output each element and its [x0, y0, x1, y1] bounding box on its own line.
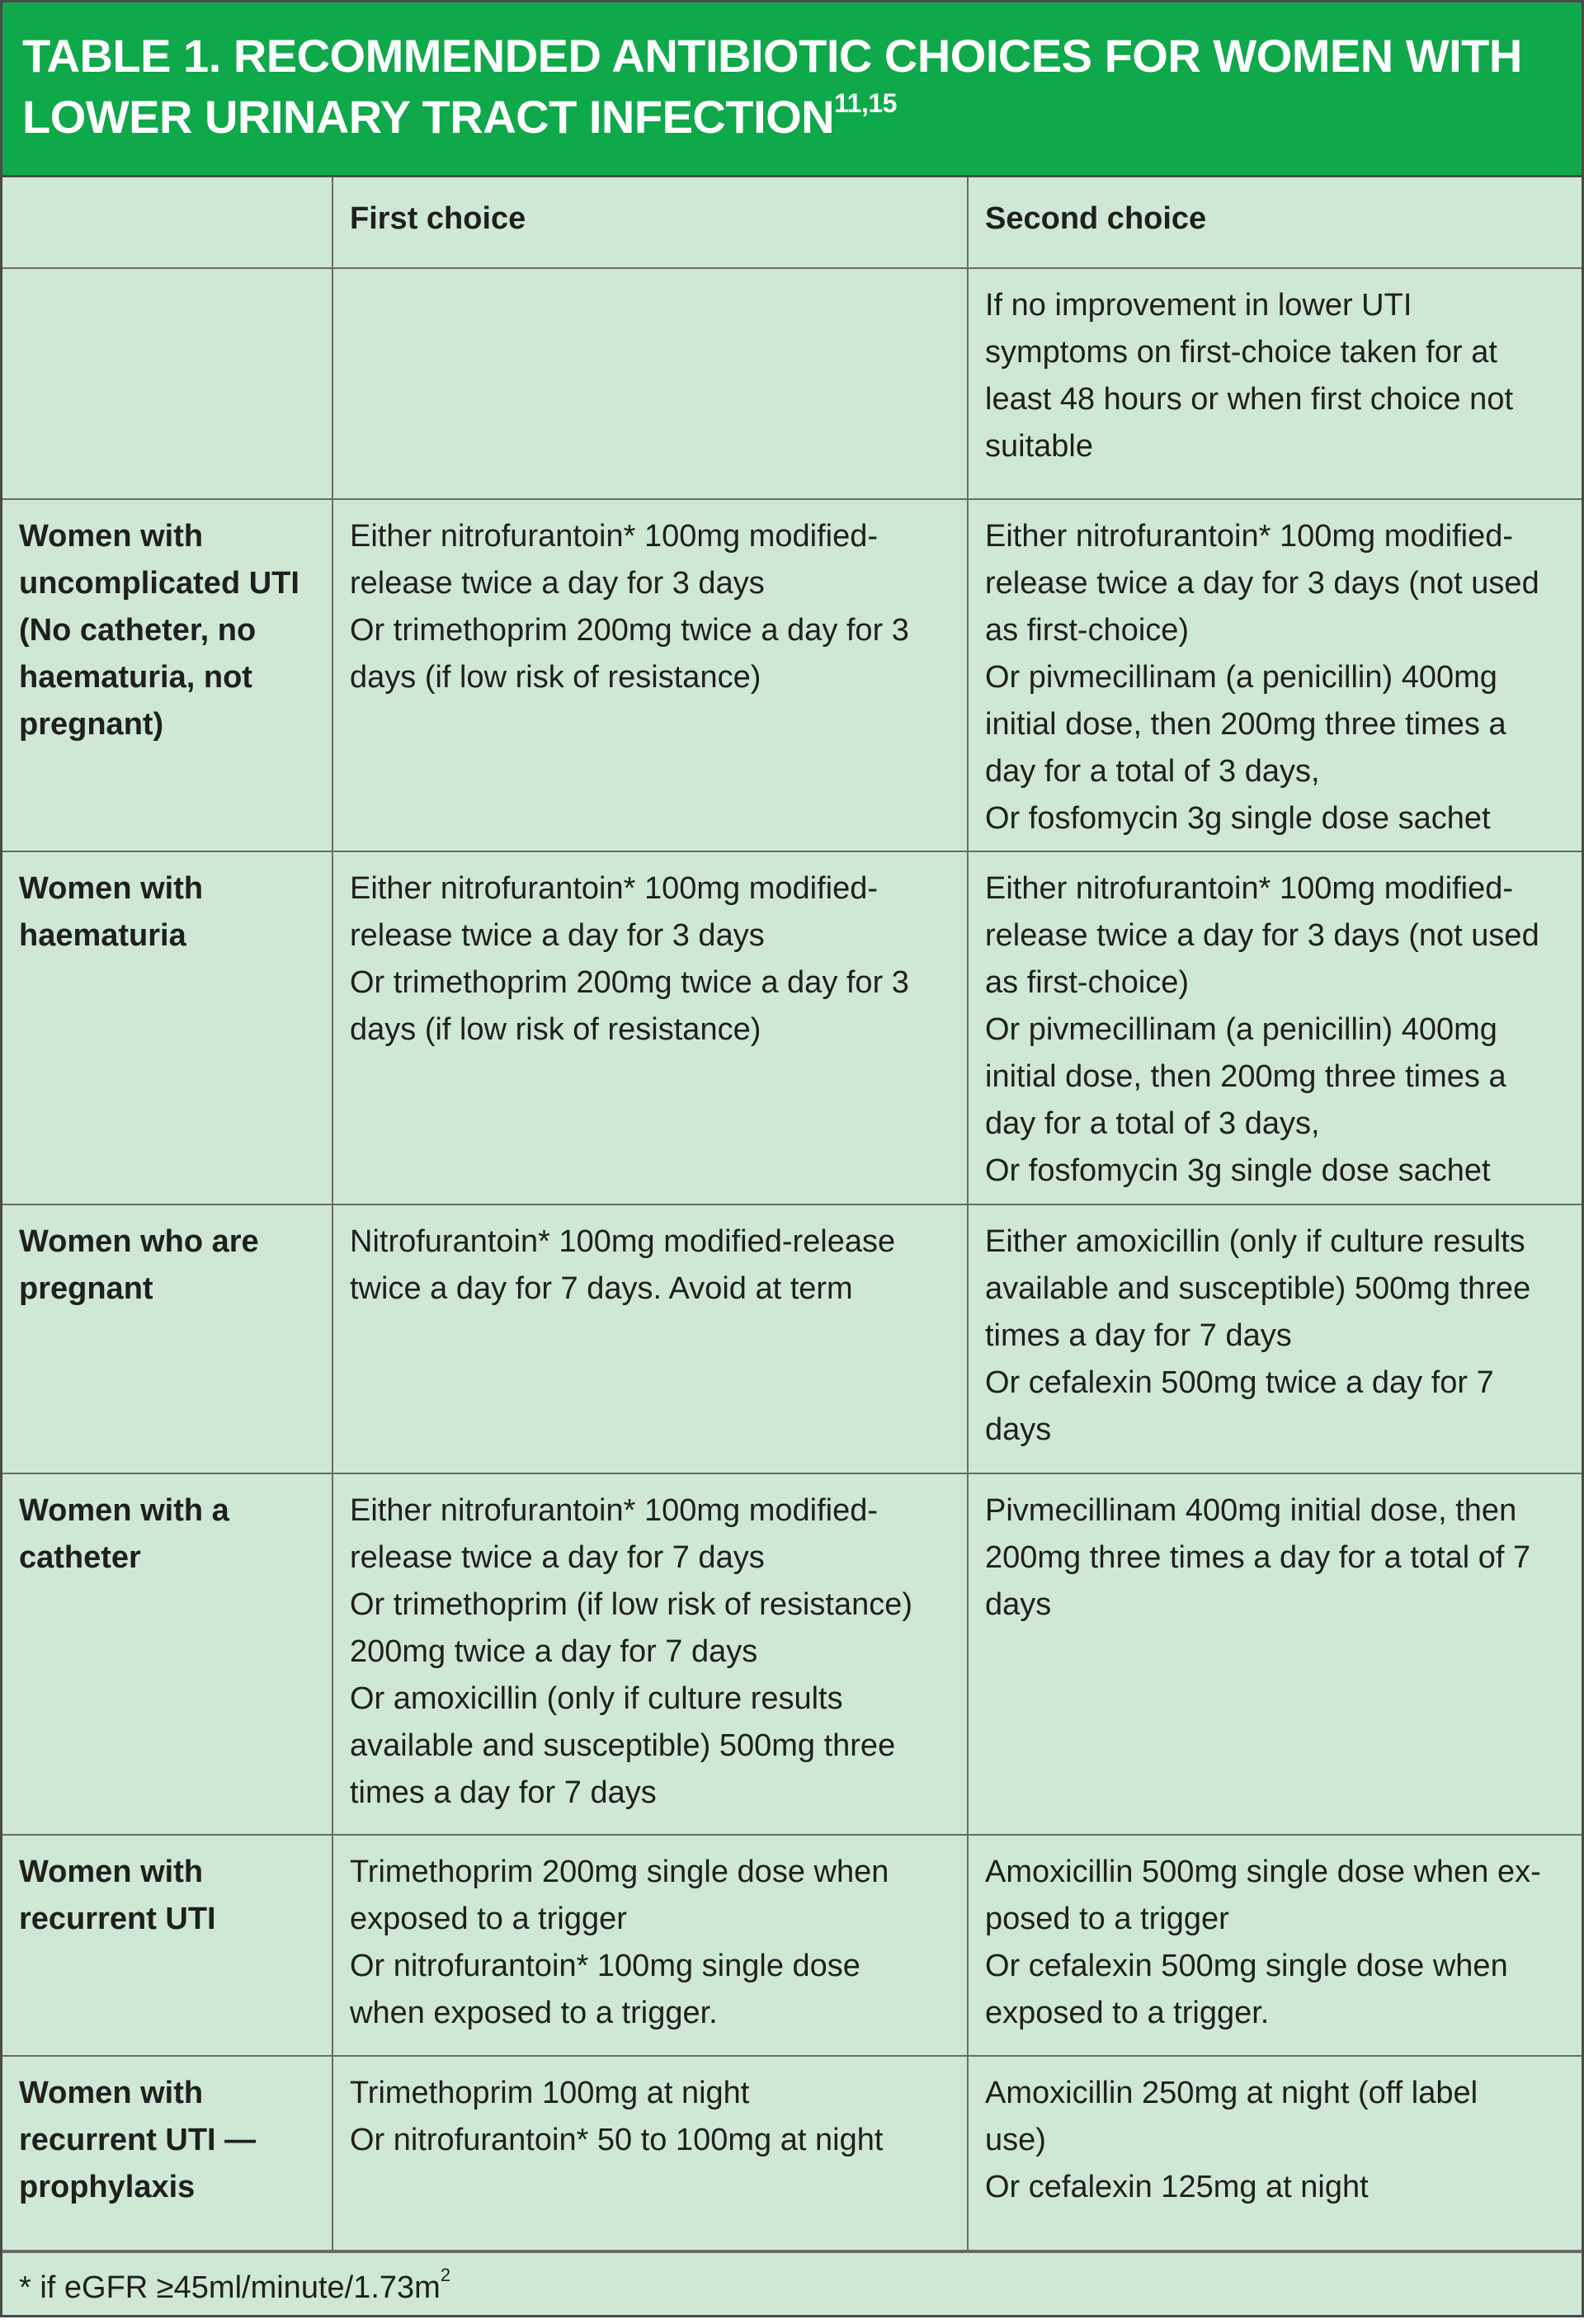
cell-line: Either nitrofurantoin* 100mg modified- [350, 871, 879, 906]
row-label-cell [2, 499, 332, 851]
cell-line: Or amoxicillin (only if culture results [350, 1681, 843, 1716]
cell-line: Or pivmecillinam (a penicillin) 400mg [985, 660, 1497, 695]
cell-line: Women with [19, 2076, 204, 2110]
cell-line: Women who are [19, 1224, 259, 1259]
table-row [2, 1473, 1582, 1835]
second-choice-cell [968, 2056, 1582, 2251]
cell-line: Either nitrofurantoin* 100mg modified- [350, 519, 879, 554]
cell-line: pregnant) [19, 707, 164, 742]
cell-line: times a day for 7 days [985, 1318, 1292, 1353]
cell-line: 200mg twice a day for 7 days [350, 1634, 758, 1669]
header-row [2, 177, 1582, 268]
cell-line: Either nitrofurantoin* 100mg modified- [985, 871, 1514, 906]
cell-line: release twice a day for 3 days [350, 918, 765, 953]
header-first-choice: First choice [332, 177, 968, 268]
cell-line: prophylaxis [19, 2170, 196, 2204]
cell-line: If no improvement in lower UTI [985, 288, 1412, 323]
cell-line: Or fosfomycin 3g single dose sachet [985, 1153, 1491, 1188]
cell-line: uncomplicated UTI [19, 566, 299, 601]
second-choice-cell [968, 851, 1582, 1204]
title-line-2-text: LOWER URINARY TRACT INFECTION [22, 91, 835, 143]
table-row [2, 1835, 1582, 2056]
table-row [2, 2056, 1582, 2251]
header-second-choice: Second choice [968, 177, 1582, 268]
row-label-cell [2, 2056, 332, 2251]
cell-line: posed to a trigger [985, 1902, 1229, 1936]
cell-line: Women with [19, 519, 204, 554]
cell-line: Women with [19, 1855, 204, 1889]
cell-line: Or nitrofurantoin* 100mg single dose [350, 1949, 860, 1983]
cell-line: days (if low risk of resistance) [350, 660, 761, 695]
cell-line: Or cefalexin 125mg at night [985, 2170, 1369, 2204]
second-choice-cell [968, 1835, 1582, 2056]
cell-line: Or cefalexin 500mg single dose when [985, 1949, 1508, 1983]
cell-line: use) [985, 2123, 1046, 2157]
table-row [2, 268, 1582, 499]
second-choice-cell [968, 268, 1582, 499]
cell-line: Either amoxicillin (only if culture results [985, 1224, 1525, 1259]
cell-line: available and susceptible) 500mg three [985, 1271, 1531, 1306]
table-row [2, 1204, 1582, 1473]
antibiotic-table [2, 177, 1582, 2251]
cell-line: symptoms on first-choice taken for at [985, 335, 1497, 370]
cell-line: day for a total of 3 days, [985, 1106, 1320, 1141]
footnote-superscript: 2 [440, 2265, 451, 2285]
cell-line: initial dose, then 200mg three times a [985, 1059, 1506, 1094]
table-row [2, 499, 1582, 851]
cell-line: release twice a day for 3 days (not used [985, 918, 1539, 953]
cell-line: Or trimethoprim 200mg twice a day for 3 [350, 613, 909, 648]
cell-line: Pivmecillinam 400mg initial dose, then [985, 1493, 1517, 1528]
first-choice-cell [332, 1835, 968, 2056]
cell-line: release twice a day for 3 days (not used [985, 566, 1539, 601]
second-choice-cell [968, 1473, 1582, 1835]
row-label-cell [2, 1204, 332, 1473]
row-label-cell [2, 1835, 332, 2056]
cell-line: Or trimethoprim (if low risk of resistance) [350, 1587, 913, 1622]
first-choice-cell [332, 1473, 968, 1835]
cell-line: haematuria, not [19, 660, 252, 695]
cell-line: recurrent UTI — [19, 2123, 257, 2157]
cell-line: day for a total of 3 days, [985, 754, 1320, 789]
cell-line: twice a day for 7 days. Avoid at term [350, 1271, 853, 1306]
second-choice-cell [968, 1204, 1582, 1473]
cell-line: Nitrofurantoin* 100mg modified-release [350, 1224, 896, 1259]
header-blank [2, 177, 332, 268]
row-label-cell [2, 268, 332, 499]
table-row [2, 851, 1582, 1204]
cell-line: days [985, 1587, 1052, 1622]
cell-line: as first-choice) [985, 613, 1190, 648]
cell-line: Amoxicillin 500mg single dose when ex- [985, 1855, 1541, 1889]
cell-line: (No catheter, no [19, 613, 257, 648]
cell-line: least 48 hours or when first choice not [985, 382, 1514, 417]
second-choice-cell [968, 499, 1582, 851]
cell-line: Amoxicillin 250mg at night (off label [985, 2076, 1478, 2110]
row-label-cell [2, 1473, 332, 1835]
cell-line: Trimethoprim 100mg at night [350, 2076, 750, 2110]
cell-line: Or nitrofurantoin* 50 to 100mg at night [350, 2123, 884, 2157]
cell-line: Either nitrofurantoin* 100mg modified- [350, 1493, 879, 1528]
cell-line: Or cefalexin 500mg twice a day for 7 [985, 1365, 1494, 1400]
first-choice-cell [332, 268, 968, 499]
cell-line: recurrent UTI [19, 1902, 216, 1936]
cell-line: Women with a [19, 1493, 229, 1528]
cell-line: days (if low risk of resistance) [350, 1012, 761, 1047]
cell-line: release twice a day for 7 days [350, 1540, 765, 1575]
footnote [2, 2251, 1582, 2324]
cell-line: Or pivmecillinam (a penicillin) 400mg [985, 1012, 1497, 1047]
cell-line: Or trimethoprim 200mg twice a day for 3 [350, 965, 909, 1000]
cell-line: exposed to a trigger. [985, 1996, 1270, 2030]
cell-line: available and susceptible) 500mg three [350, 1728, 896, 1763]
cell-line: catheter [19, 1540, 141, 1575]
cell-line: initial dose, then 200mg three times a [985, 707, 1506, 742]
title-line-2 [22, 87, 1562, 148]
cell-line: Either nitrofurantoin* 100mg modified- [985, 519, 1514, 554]
table-title [2, 2, 1582, 177]
first-choice-cell [332, 499, 968, 851]
title-reference: 11,15 [834, 88, 897, 118]
cell-line: Or fosfomycin 3g single dose sachet [985, 801, 1491, 836]
cell-line: times a day for 7 days [350, 1775, 657, 1810]
first-choice-cell [332, 2056, 968, 2251]
title-line-1: TABLE 1. RECOMMENDED ANTIBIOTIC CHOICES FOR WOMEN WITH [22, 30, 1522, 82]
cell-line: Trimethoprim 200mg single dose when [350, 1855, 889, 1889]
cell-line: Women with [19, 871, 204, 906]
cell-line: 200mg three times a day for a total of 7 [985, 1540, 1531, 1575]
cell-line: when exposed to a trigger. [350, 1996, 718, 2030]
cell-line: exposed to a trigger [350, 1902, 627, 1936]
cell-line: pregnant [19, 1271, 153, 1306]
cell-line: as first-choice) [985, 965, 1190, 1000]
first-choice-cell [332, 851, 968, 1204]
first-choice-cell [332, 1204, 968, 1473]
row-label-cell [2, 851, 332, 1204]
cell-line: haematuria [19, 918, 186, 953]
footnote-text: * if eGFR ≥45ml/minute/1.73m [19, 2270, 441, 2305]
cell-line: release twice a day for 3 days [350, 566, 765, 601]
cell-line: suitable [985, 429, 1093, 464]
cell-line: days [985, 1412, 1052, 1447]
